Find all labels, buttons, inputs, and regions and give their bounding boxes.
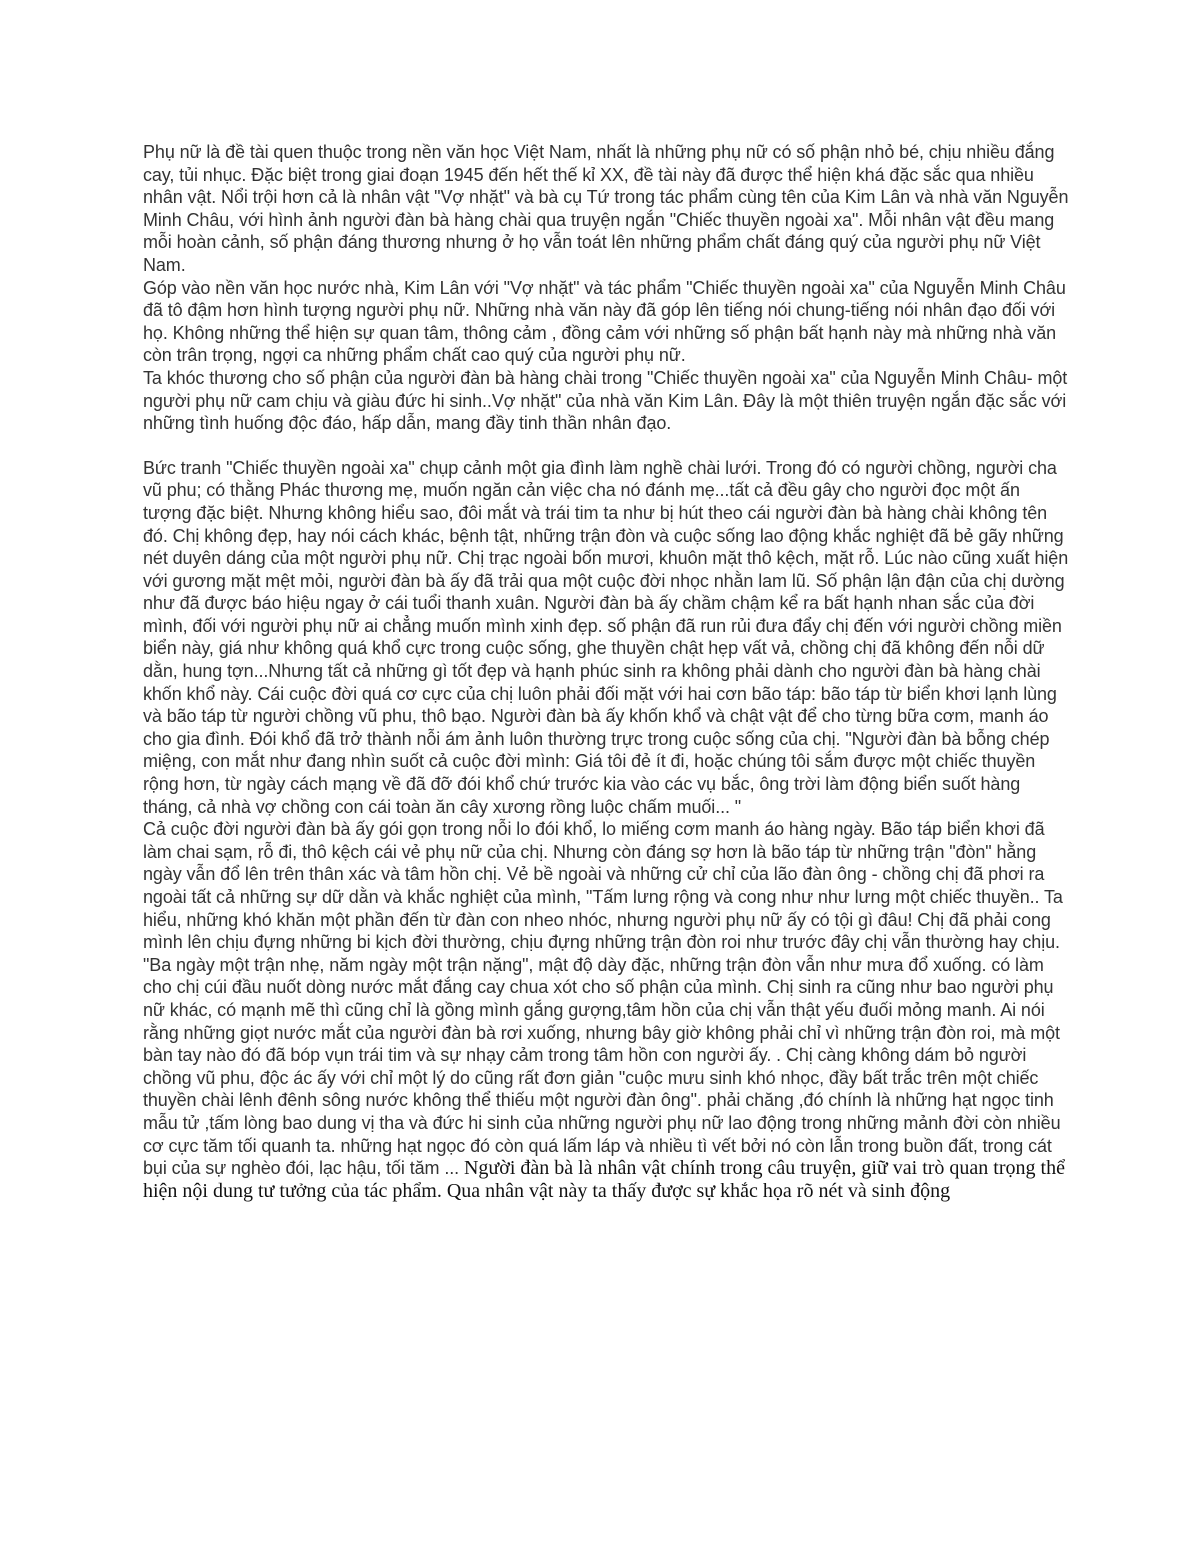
paragraph-sorrow: Ta khóc thương cho số phận của người đàn bà hàng chài trong "Chiếc thuyền ngoài xa" của Nguyễn Minh Châu- một người phụ nữ cam chịu và giàu đức hi sinh..Vợ nhặt" của nhà văn Kim Lân. Đây là một thiên truyện ngắn đặc sắc với những tình huống độc đáo, hấp dẫn, mang đầy tinh thần nhân đạo. [143, 367, 1068, 434]
closing-serif-text: Người đàn bà là nhân vật chính trong câu truyện, giữ vai trò quan trọng thể hiện nội dung tư tưởng của tác phẩm. Qua nhân vật này ta thấy được sự khắc họa rõ nét và sinh động [143, 1157, 1065, 1202]
document-body [143, 141, 1073, 1202]
paragraph-painting: Bức tranh "Chiếc thuyền ngoài xa" chụp cảnh một gia đình làm nghề chài lưới. Trong đó có người chồng, người cha vũ phu; có thằng Phác thương mẹ, muốn ngăn cản việc cha nó đánh mẹ...tất cả đều gây cho người đọc một ấn tượng đặc biệt. Nhưng không hiểu sao, đôi mắt và trái tim ta như bị hút theo cái người đàn bà hàng chài không tên đó. Chị không đẹp, hay nói cách khác, bệnh tật, những trận đòn và cuộc sống lao động khắc nghiệt đã bẻ gãy những nét duyên dáng của một người phụ nữ. Chị trạc ngoài bốn mươi, khuôn mặt thô kệch, mặt rỗ. Lúc nào cũng xuất hiện với gương mặt mệt mỏi, người đàn bà ấy đã trải qua một cuộc đời nhọc nhằn lam lũ. Số phận lận đận của chị dường như đã được báo hiệu ngay ở cái tuổi thanh xuân. Người đàn bà ấy chầm chậm kể ra bất hạnh nhan sắc của đời mình, đối với người phụ nữ ai chẳng muốn mình xinh đẹp. số phận đã run rủi đưa đẩy chị đến với người chồng miền biển này, giá như không quá khổ cực trong cuộc sống, ghe thuyền chật hẹp vất vả, chồng chị đã không đến nỗi dữ dằn, hung tợn...Nhưng tất cả những gì tốt đẹp và hạnh phúc sinh ra không phải dành cho người đàn bà hàng chài khốn khổ này. Cái cuộc đời quá cơ cực của chị luôn phải đối mặt với hai cơn bão táp: bão táp từ biển khơi lạnh lùng và bão táp từ người chồng vũ phu, thô bạo. Người đàn bà ấy khốn khổ và chật vật để cho từng bữa cơm, manh áo cho gia đình. Đói khổ đã trở thành nỗi ám ảnh luôn thường trực trong cuộc sống của chị. "Người đàn bà bỗng chép miệng, con mắt như đang nhìn suốt cả cuộc đời mình: Giá tôi đẻ ít đi, hoặc chúng tôi sắm được một chiếc thuyền rộng hơn, từ ngày cách mạng về đã đỡ đói khổ chứ trước kia vào các vụ bắc, ông trời làm động biển suốt hàng tháng, cả nhà vợ chồng con cái toàn ăn cây xương rồng luộc chấm muối... " [143, 457, 1069, 817]
paragraph-intro: Phụ nữ là đề tài quen thuộc trong nền văn học Việt Nam, nhất là những phụ nữ có số phận nhỏ bé, chịu nhiều đắng cay, tủi nhục. Đặc biệt trong giai đoạn 1945 đến hết thế kỉ XX, đề tài này đã được thể hiện khá đặc sắc qua nhiều nhân vật. Nổi trội hơn cả là nhân vật "Vợ nhặt" và bà cụ Tứ trong tác phẩm cùng tên của Kim Lân và nhà văn Nguyễn Minh Châu, với hình ảnh người đàn bà hàng chài qua truyện ngắn "Chiếc thuyền ngoài xa". Mỗi nhân vật đều mang mỗi hoàn cảnh, số phận đáng thương nhưng ở họ vẫn toát lên những phẩm chất đáng quý của người phụ nữ Việt Nam. [143, 142, 1069, 275]
paragraph-whole-life-text: Cả cuộc đời người đàn bà ấy gói gọn trong nỗi lo đói khổ, lo miếng cơm manh áo hàng ngày. Bão táp biển khơi đã làm chai sạm, rỗ đi, thô kệch cái vẻ phụ nữ của chị. Nhưng còn đáng sợ hơn là bão táp từ những trận "đòn" hằng ngày vẫn đổ lên trên thân xác và tâm hồn chị. Vẻ bề ngoài và những cử chỉ của lão đàn ông - chồng chị đã phơi ra ngoài tất cả những sự dữ dằn và khắc nghiệt của mình, "Tấm lưng rộng và cong như như lưng một chiếc thuyền.. Ta hiểu, những khó khăn một phần đến từ đàn con nheo nhóc, nhưng người phụ nữ ấy có tội gì đâu! Chị đã phải cong mình lên chịu đựng những bi kịch đời thường, chịu đựng những trận đòn roi như trước đây chị vẫn thường hay chịu. "Ba ngày một trận nhẹ, năm ngày một trận nặng", mật độ dày đặc, những trận đòn vẫn như mưa đổ xuống. có làm cho chị cúi đầu nuốt dòng nước mắt đắng cay chua xót cho số phận của mình. Chị sinh ra cũng như bao người phụ nữ khác, có mạnh mẽ thì cũng chỉ là gồng mình gắng gượng,tâm hồn của chị vẫn thật yếu đuối mỏng manh. Ai nói rằng những giọt nước mắt của người đàn bà rơi xuống, nhưng bây giờ không phải chỉ vì những trận đòn roi, mà một bàn tay nào đó đã bóp vụn trái tim và sự nhạy cảm trong tâm hồn con người ấy. . Chị càng không dám bỏ người chồng vũ phu, độc ác ấy với chỉ một lý do cũng rất đơn giản "cuộc mưu sinh khó nhọc, đầy bất trắc trên một chiếc thuyền chài lênh đênh sông nước không thể thiếu một người đàn ông". phải chăng ,đó chính là những hạt ngọc tinh mẫu tử ,tấm lòng bao dung vị tha và đức hi sinh của những người phụ nữ lao động trong những mảnh đời còn nhiều cơ cực tăm tối quanh ta. những hạt ngọc đó còn quá lấm láp và nhiều tì vết bởi nó còn lẫn trong buồn đất, trong cát bụi của sự nghèo đói, lạc hậu, tối tăm ... [143, 819, 1063, 1179]
paragraph-contribution: Góp vào nền văn học nước nhà, Kim Lân với "Vợ nhặt" và tác phẩm "Chiếc thuyền ngoài xa" của Nguyễn Minh Châu đã tô đậm hơn hình tượng người phụ nữ. Những nhà văn này đã góp lên tiếng nói chung-tiếng nói nhân đạo đối với họ. Không những thể hiện sự quan tâm, thông cảm , đồng cảm với những số phận bất hạnh này mà những nhà văn còn trân trọng, ngợi ca những phẩm chất cao quý của người phụ nữ. [143, 277, 1066, 366]
paragraph-whole-life [143, 818, 1073, 1202]
paragraph-spacer [143, 435, 1073, 457]
